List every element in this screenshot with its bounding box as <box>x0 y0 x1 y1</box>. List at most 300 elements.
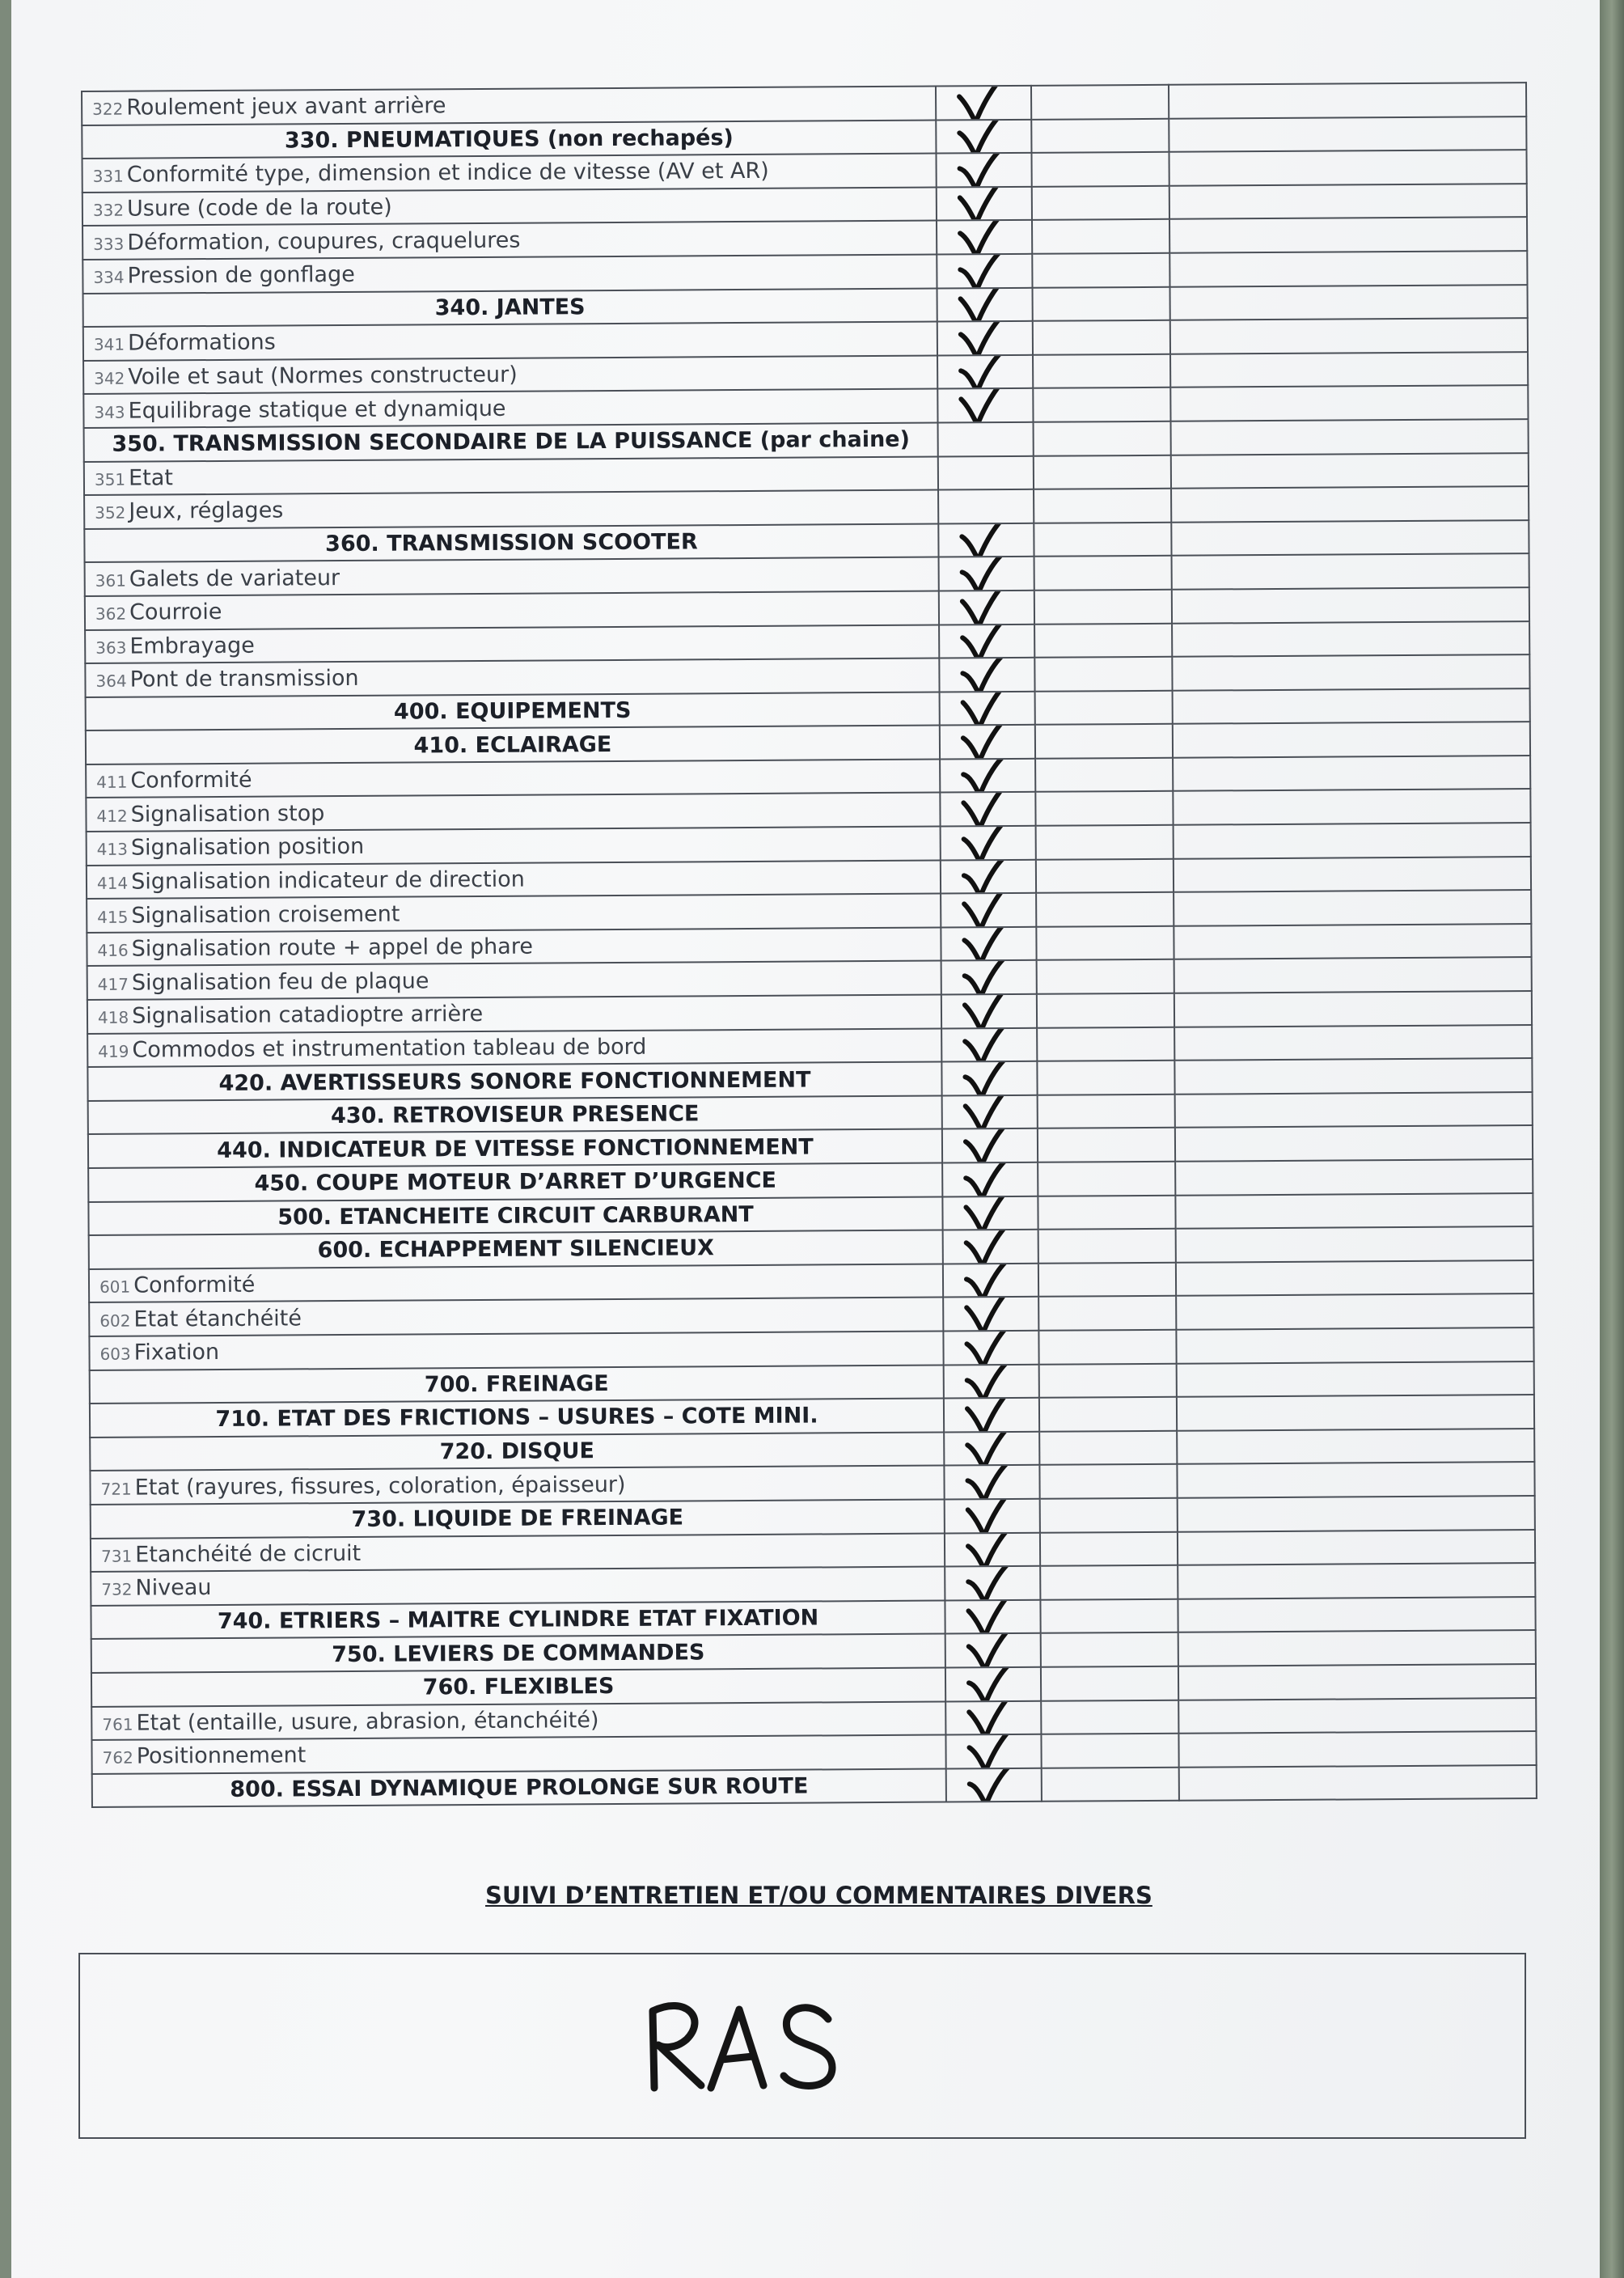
item-label: Courroie <box>129 599 222 625</box>
item-label-cell <box>82 221 937 260</box>
item-number: 343 <box>94 402 125 422</box>
ok-checkbox-cell[interactable] <box>937 321 1033 355</box>
section-title: 740. ETRIERS – MAITRE CYLINDRE ETAT FIXATION <box>217 1605 819 1635</box>
item-label-cell <box>89 1298 943 1336</box>
remarks-cell[interactable] <box>1171 419 1529 455</box>
item-number: 601 <box>99 1277 131 1297</box>
ok-checkbox-cell[interactable] <box>945 1566 1040 1600</box>
item-label: Signalisation route + appel de phare <box>131 934 534 962</box>
remarks-cell[interactable] <box>1171 453 1529 489</box>
item-number: 417 <box>97 974 129 994</box>
item-label-cell <box>83 389 937 428</box>
item-label-cell <box>82 120 936 159</box>
section-title: 500. ETANCHEITE CIRCUIT CARBURANT <box>277 1201 754 1230</box>
not-ok-checkbox-cell[interactable] <box>1037 959 1174 994</box>
checkmark-icon <box>956 355 1013 389</box>
item-label-cell <box>91 1701 945 1740</box>
checkmark-icon <box>964 1734 1021 1768</box>
not-ok-checkbox-cell[interactable] <box>1035 690 1173 725</box>
remarks-cell[interactable] <box>1169 251 1527 286</box>
item-label-cell <box>85 658 939 697</box>
remarks-cell[interactable] <box>1172 654 1529 690</box>
remarks-cell[interactable] <box>1178 1630 1536 1666</box>
remarks-cell[interactable] <box>1171 520 1529 556</box>
remarks-cell[interactable] <box>1169 150 1526 185</box>
checkmark-icon <box>963 1532 1020 1566</box>
item-label-cell <box>87 961 941 1000</box>
not-ok-checkbox-cell[interactable] <box>1038 1195 1175 1230</box>
item-number: 342 <box>94 368 125 388</box>
item-number: 361 <box>95 570 126 591</box>
not-ok-checkbox-cell[interactable] <box>1038 1296 1176 1331</box>
not-ok-checkbox-cell[interactable] <box>1036 892 1174 927</box>
item-number: 322 <box>92 99 124 120</box>
ok-checkbox-cell[interactable] <box>936 86 1031 120</box>
ok-checkbox-cell[interactable] <box>945 1700 1041 1734</box>
item-label-cell <box>83 355 937 394</box>
ok-checkbox-cell[interactable] <box>941 1061 1037 1095</box>
ok-checkbox-cell[interactable] <box>942 1095 1038 1129</box>
not-ok-checkbox-cell[interactable] <box>1038 1263 1176 1298</box>
inspection-checklist-table <box>81 82 1537 1808</box>
not-ok-checkbox-cell[interactable] <box>1040 1565 1178 1600</box>
item-label-cell <box>91 1667 945 1706</box>
not-ok-checkbox-cell[interactable] <box>1036 926 1174 961</box>
not-ok-checkbox-cell[interactable] <box>1038 1229 1176 1264</box>
ok-checkbox-cell[interactable] <box>942 1196 1038 1230</box>
item-number: 333 <box>93 234 125 254</box>
checkmark-icon <box>960 1027 1017 1061</box>
remarks-cell[interactable] <box>1171 486 1529 522</box>
ok-checkbox-cell[interactable] <box>944 1364 1039 1398</box>
remarks-cell[interactable] <box>1177 1395 1534 1430</box>
item-label-cell <box>90 1466 944 1505</box>
checkmark-icon <box>963 1566 1020 1600</box>
remarks-cell[interactable] <box>1173 790 1530 825</box>
checkmark-icon <box>963 1499 1020 1533</box>
item-label: Déformations <box>128 329 276 357</box>
comments-box[interactable] <box>78 1953 1526 2139</box>
ok-checkbox-cell[interactable] <box>943 1331 1038 1365</box>
ok-checkbox-cell[interactable] <box>937 254 1032 288</box>
item-number: 602 <box>99 1310 131 1331</box>
checkmark-icon <box>963 1600 1020 1634</box>
ok-checkbox-cell[interactable] <box>941 893 1036 927</box>
checkmark-icon <box>959 893 1016 927</box>
remarks-cell[interactable] <box>1173 756 1530 791</box>
remarks-cell[interactable] <box>1174 857 1531 892</box>
ok-checkbox-cell[interactable] <box>942 1162 1038 1196</box>
remarks-cell[interactable] <box>1172 621 1529 657</box>
ok-checkbox-cell[interactable] <box>936 119 1031 153</box>
remarks-cell[interactable] <box>1169 217 1527 252</box>
checkmark-icon <box>957 523 1013 557</box>
section-title: 800. ESSAI DYNAMIQUE PROLONGE SUR ROUTE <box>230 1773 809 1802</box>
item-label-cell <box>90 1432 944 1471</box>
ok-checkbox-cell[interactable] <box>945 1600 1040 1634</box>
item-label: Etat (entaille, usure, abrasion, étanchéité) <box>136 1707 599 1736</box>
not-ok-checkbox-cell[interactable] <box>1036 858 1174 893</box>
not-ok-checkbox-cell[interactable] <box>1035 758 1173 793</box>
item-number: 603 <box>99 1344 131 1365</box>
not-ok-checkbox-cell[interactable] <box>1041 1734 1178 1768</box>
item-label-cell <box>91 1634 945 1673</box>
checkmark-icon <box>955 220 1012 254</box>
checkmark-icon <box>962 1398 1019 1432</box>
item-label-cell <box>86 759 940 798</box>
ok-checkbox-cell[interactable] <box>937 187 1032 221</box>
ok-checkbox-cell[interactable] <box>940 725 1035 759</box>
not-ok-checkbox-cell[interactable] <box>1034 623 1172 658</box>
item-label-cell <box>88 1129 942 1168</box>
not-ok-checkbox-cell[interactable] <box>1035 724 1173 759</box>
ok-checkbox-cell[interactable] <box>937 388 1033 422</box>
remarks-cell[interactable] <box>1169 116 1526 152</box>
item-label-cell <box>88 1163 942 1202</box>
remarks-cell[interactable] <box>1175 1193 1533 1229</box>
item-number: 413 <box>96 840 128 860</box>
not-ok-checkbox-cell[interactable] <box>1037 1027 1174 1061</box>
remarks-cell[interactable] <box>1177 1462 1534 1497</box>
remarks-cell[interactable] <box>1178 1563 1535 1598</box>
ok-checkbox-cell[interactable] <box>943 1297 1038 1331</box>
item-label-cell <box>84 523 938 562</box>
item-label-cell <box>82 187 937 226</box>
item-label-cell <box>87 860 941 899</box>
remarks-cell[interactable] <box>1176 1327 1533 1363</box>
not-ok-checkbox-cell[interactable] <box>1040 1498 1178 1533</box>
remarks-cell[interactable] <box>1170 385 1528 421</box>
item-label: Signalisation feu de plaque <box>131 968 429 996</box>
section-title: 350. TRANSMISSION SECONDAIRE DE LA PUISSANCE (par chaine) <box>112 426 910 458</box>
background-edge <box>1600 0 1624 2278</box>
checkmark-icon <box>962 1297 1018 1331</box>
not-ok-checkbox-cell[interactable] <box>1038 1330 1176 1365</box>
ok-checkbox-cell[interactable] <box>940 691 1035 725</box>
item-label-cell <box>86 793 940 832</box>
section-title: 710. ETAT DES FRICTIONS – USURES – COTE MINI. <box>215 1403 818 1433</box>
not-ok-checkbox-cell[interactable] <box>1031 85 1169 120</box>
ok-checkbox-cell[interactable] <box>945 1734 1041 1768</box>
checkmark-icon <box>958 658 1014 692</box>
item-label: Etat étanchéité <box>133 1306 302 1332</box>
item-label: Pression de gonflage <box>127 262 355 289</box>
remarks-cell[interactable] <box>1174 991 1532 1027</box>
item-label: Fixation <box>133 1340 220 1366</box>
item-number: 331 <box>92 167 124 187</box>
remarks-cell[interactable] <box>1174 958 1532 993</box>
ok-checkbox-cell[interactable] <box>940 792 1035 826</box>
not-ok-checkbox-cell[interactable] <box>1040 1598 1178 1633</box>
ok-checkbox-cell[interactable] <box>937 287 1033 321</box>
not-ok-checkbox-cell[interactable] <box>1040 1531 1178 1566</box>
item-number: 411 <box>96 772 128 793</box>
item-label: Voile et saut (Normes constructeur) <box>128 362 518 390</box>
item-label: Commodos et instrumentation tableau de bord <box>132 1034 647 1063</box>
handwritten-ras-note <box>630 1987 856 2100</box>
not-ok-checkbox-cell[interactable] <box>1035 791 1173 826</box>
checkmark-icon <box>960 1095 1017 1129</box>
item-number: 334 <box>93 267 125 288</box>
item-number: 364 <box>95 671 127 692</box>
ok-checkbox-cell[interactable] <box>941 994 1037 1028</box>
item-label-cell <box>87 995 941 1034</box>
not-ok-checkbox-cell[interactable] <box>1031 118 1169 153</box>
not-ok-checkbox-cell[interactable] <box>1034 522 1171 557</box>
ok-checkbox-cell[interactable] <box>944 1398 1039 1432</box>
item-label: Equilibrage statique et dynamique <box>128 396 506 424</box>
not-ok-checkbox-cell[interactable] <box>1034 489 1171 523</box>
not-ok-checkbox-cell[interactable] <box>1032 186 1169 221</box>
remarks-cell[interactable] <box>1174 1025 1532 1061</box>
remarks-cell[interactable] <box>1178 1731 1536 1767</box>
not-ok-checkbox-cell[interactable] <box>1034 657 1172 692</box>
remarks-cell[interactable] <box>1178 1597 1535 1632</box>
item-label-cell <box>87 1062 941 1101</box>
ok-checkbox-cell[interactable] <box>945 1633 1041 1667</box>
item-label-cell <box>84 490 938 529</box>
item-label-cell <box>83 288 937 327</box>
ok-checkbox-cell[interactable] <box>941 927 1036 961</box>
not-ok-checkbox-cell[interactable] <box>1038 1128 1175 1162</box>
checkmark-icon <box>964 1700 1021 1734</box>
checkmark-icon <box>961 1162 1017 1196</box>
item-number: 762 <box>102 1748 133 1768</box>
item-number: 416 <box>97 940 129 961</box>
item-number: 412 <box>96 806 128 826</box>
item-number: 761 <box>102 1714 133 1734</box>
ok-checkbox-cell[interactable] <box>938 422 1034 456</box>
remarks-cell[interactable] <box>1179 1765 1537 1801</box>
ok-checkbox-cell[interactable] <box>937 355 1033 389</box>
remarks-cell[interactable] <box>1178 1496 1535 1531</box>
item-number: 418 <box>97 1007 129 1028</box>
item-label: Embrayage <box>129 633 255 659</box>
item-number: 341 <box>93 335 125 355</box>
ok-checkbox-cell[interactable] <box>939 557 1034 591</box>
item-number: 351 <box>94 469 126 489</box>
remarks-cell[interactable] <box>1175 1092 1533 1128</box>
ok-checkbox-cell[interactable] <box>942 1128 1038 1162</box>
checkmark-icon <box>961 1196 1017 1230</box>
ok-checkbox-cell[interactable] <box>939 591 1034 625</box>
remarks-cell[interactable] <box>1173 688 1530 724</box>
remarks-cell[interactable] <box>1176 1294 1533 1329</box>
not-ok-checkbox-cell[interactable] <box>1038 1095 1175 1129</box>
checkmark-icon <box>959 927 1016 961</box>
not-ok-checkbox-cell[interactable] <box>1034 455 1171 489</box>
ok-checkbox-cell[interactable] <box>944 1432 1039 1466</box>
ok-checkbox-cell[interactable] <box>945 1532 1040 1566</box>
section-title: 730. LIQUIDE DE FREINAGE <box>351 1505 684 1533</box>
remarks-cell[interactable] <box>1170 318 1528 354</box>
item-label-cell <box>89 1331 943 1370</box>
ok-checkbox-cell[interactable] <box>938 455 1034 489</box>
ok-checkbox-cell[interactable] <box>943 1230 1038 1264</box>
remarks-cell[interactable] <box>1177 1361 1534 1397</box>
not-ok-checkbox-cell[interactable] <box>1034 556 1172 591</box>
remarks-cell[interactable] <box>1169 184 1527 219</box>
checkmark-icon <box>961 1128 1017 1162</box>
ok-checkbox-cell[interactable] <box>938 489 1034 523</box>
ok-checkbox-cell[interactable] <box>937 220 1032 254</box>
item-label: Jeux, réglages <box>129 498 284 525</box>
checkmark-icon <box>955 254 1012 288</box>
item-label-cell <box>91 1567 945 1606</box>
checkmark-icon <box>962 1432 1019 1466</box>
remarks-cell[interactable] <box>1175 1159 1533 1195</box>
ok-checkbox-cell[interactable] <box>936 153 1031 187</box>
item-label: Déformation, coupures, craquelures <box>127 227 521 256</box>
remarks-cell[interactable] <box>1174 890 1531 925</box>
remarks-cell[interactable] <box>1174 924 1531 959</box>
remarks-cell[interactable] <box>1178 1530 1535 1565</box>
checkmark-icon <box>958 591 1014 625</box>
section-title: 440. INDICATEUR DE VITESSE FONCTIONNEMENT <box>217 1134 814 1163</box>
item-label-cell <box>90 1365 944 1404</box>
ok-checkbox-cell[interactable] <box>945 1667 1041 1701</box>
checkmark-icon <box>956 321 1013 355</box>
not-ok-checkbox-cell[interactable] <box>1033 286 1170 321</box>
item-number: 731 <box>100 1546 133 1566</box>
checkmark-icon <box>962 1465 1019 1499</box>
ok-checkbox-cell[interactable] <box>943 1264 1038 1298</box>
checkmark-icon <box>962 1331 1018 1365</box>
checkmark-icon <box>962 1264 1018 1298</box>
not-ok-checkbox-cell[interactable] <box>1037 993 1174 1028</box>
section-title: 750. LEVIERS DE COMMANDES <box>332 1639 705 1667</box>
remarks-cell[interactable] <box>1170 352 1528 387</box>
item-number: 732 <box>101 1580 133 1600</box>
checkmark-icon <box>954 119 1011 153</box>
item-number: 415 <box>97 907 129 927</box>
checkmark-icon <box>954 153 1011 187</box>
not-ok-checkbox-cell[interactable] <box>1032 219 1169 254</box>
remarks-cell[interactable] <box>1176 1226 1533 1262</box>
not-ok-checkbox-cell[interactable] <box>1033 387 1170 422</box>
comments-section-title: SUIVI D’ENTRETIEN ET/OU COMMENTAIRES DIVERS <box>485 1882 1152 1909</box>
remarks-cell[interactable] <box>1178 1664 1536 1700</box>
item-label: Conformité type, dimension et indice de vitesse (AV et AR) <box>126 159 769 188</box>
not-ok-checkbox-cell[interactable] <box>1039 1363 1177 1398</box>
checkmark-icon <box>958 624 1014 658</box>
checkmark-icon <box>955 287 1012 321</box>
remarks-cell[interactable] <box>1175 1125 1533 1161</box>
ok-checkbox-cell[interactable] <box>941 1027 1037 1061</box>
remarks-cell[interactable] <box>1172 587 1529 623</box>
remarks-cell[interactable] <box>1170 285 1528 320</box>
item-label-cell <box>89 1230 943 1269</box>
item-label-cell <box>88 1095 942 1134</box>
item-number: 352 <box>95 503 126 523</box>
not-ok-checkbox-cell[interactable] <box>1041 1700 1178 1734</box>
remarks-cell[interactable] <box>1176 1260 1533 1296</box>
not-ok-checkbox-cell[interactable] <box>1039 1431 1177 1466</box>
ok-checkbox-cell[interactable] <box>939 624 1034 658</box>
item-label-cell <box>90 1399 944 1438</box>
not-ok-checkbox-cell[interactable] <box>1031 152 1169 187</box>
ok-checkbox-cell[interactable] <box>941 826 1036 860</box>
not-ok-checkbox-cell[interactable] <box>1042 1767 1179 1802</box>
section-title: 720. DISQUE <box>439 1438 595 1465</box>
remarks-cell[interactable] <box>1177 1429 1534 1464</box>
item-label: Etat (rayures, fissures, coloration, épaisseur) <box>134 1471 626 1501</box>
item-label: Signalisation indicateur de direction <box>131 866 525 895</box>
section-title: 330. PNEUMATIQUES (non rechapés) <box>284 125 734 154</box>
not-ok-checkbox-cell[interactable] <box>1039 1397 1177 1432</box>
item-label-cell <box>82 255 937 294</box>
item-label-cell <box>86 726 940 764</box>
checkmark-icon <box>956 388 1013 422</box>
ok-checkbox-cell[interactable] <box>941 960 1037 994</box>
remarks-cell[interactable] <box>1173 722 1530 757</box>
not-ok-checkbox-cell[interactable] <box>1034 590 1172 625</box>
item-label-cell <box>92 1768 946 1807</box>
item-label-cell <box>82 87 936 125</box>
item-label: Positionnement <box>136 1742 307 1770</box>
item-label: Etat <box>129 465 173 491</box>
item-label: Signalisation croisement <box>131 901 400 929</box>
item-label: Usure (code de la route) <box>126 194 392 222</box>
item-label-cell <box>87 894 941 933</box>
item-label: Etanchéité de cicruit <box>135 1540 362 1568</box>
section-title: 450. COUPE MOTEUR D’ARRET D’URGENCE <box>254 1168 777 1197</box>
not-ok-checkbox-cell[interactable] <box>1036 825 1174 860</box>
checkmark-icon <box>957 557 1013 591</box>
ok-checkbox-cell[interactable] <box>939 658 1034 692</box>
remarks-cell[interactable] <box>1172 553 1529 589</box>
checkmark-icon <box>960 1061 1017 1095</box>
item-label: Signalisation stop <box>130 800 325 828</box>
not-ok-checkbox-cell[interactable] <box>1041 1632 1178 1667</box>
checkmark-icon <box>960 994 1017 1028</box>
ok-checkbox-cell[interactable] <box>940 759 1035 793</box>
not-ok-checkbox-cell[interactable] <box>1033 320 1170 355</box>
item-label-cell <box>82 154 937 193</box>
remarks-cell[interactable] <box>1174 1058 1532 1094</box>
remarks-cell[interactable] <box>1174 823 1531 858</box>
remarks-cell[interactable] <box>1178 1698 1536 1734</box>
ok-checkbox-cell[interactable] <box>938 523 1034 557</box>
not-ok-checkbox-cell[interactable] <box>1033 354 1170 389</box>
not-ok-checkbox-cell[interactable] <box>1032 253 1169 288</box>
not-ok-checkbox-cell[interactable] <box>1039 1464 1177 1499</box>
remarks-cell[interactable] <box>1169 83 1526 118</box>
item-label-cell <box>88 1196 942 1235</box>
not-ok-checkbox-cell[interactable] <box>1041 1666 1178 1701</box>
not-ok-checkbox-cell[interactable] <box>1034 421 1171 456</box>
section-title: 600. ECHAPPEMENT SILENCIEUX <box>317 1235 715 1264</box>
ok-checkbox-cell[interactable] <box>946 1768 1042 1802</box>
not-ok-checkbox-cell[interactable] <box>1038 1162 1175 1196</box>
item-number: 419 <box>98 1041 129 1061</box>
ok-checkbox-cell[interactable] <box>945 1499 1040 1533</box>
section-title: 340. JANTES <box>434 294 586 321</box>
item-label: Conformité <box>133 1272 256 1298</box>
not-ok-checkbox-cell[interactable] <box>1037 1061 1174 1095</box>
ok-checkbox-cell[interactable] <box>941 859 1036 893</box>
item-label-cell <box>87 827 941 866</box>
ok-checkbox-cell[interactable] <box>944 1465 1039 1499</box>
item-number: 363 <box>95 637 127 658</box>
section-title: 760. FLEXIBLES <box>422 1674 615 1700</box>
section-title: 700. FREINAGE <box>424 1370 609 1398</box>
section-title: 360. TRANSMISSION SCOOTER <box>325 529 698 557</box>
item-label-cell <box>91 1533 945 1572</box>
checkmark-icon <box>955 187 1012 221</box>
item-number: 332 <box>92 200 125 220</box>
checkmark-icon <box>959 859 1016 893</box>
